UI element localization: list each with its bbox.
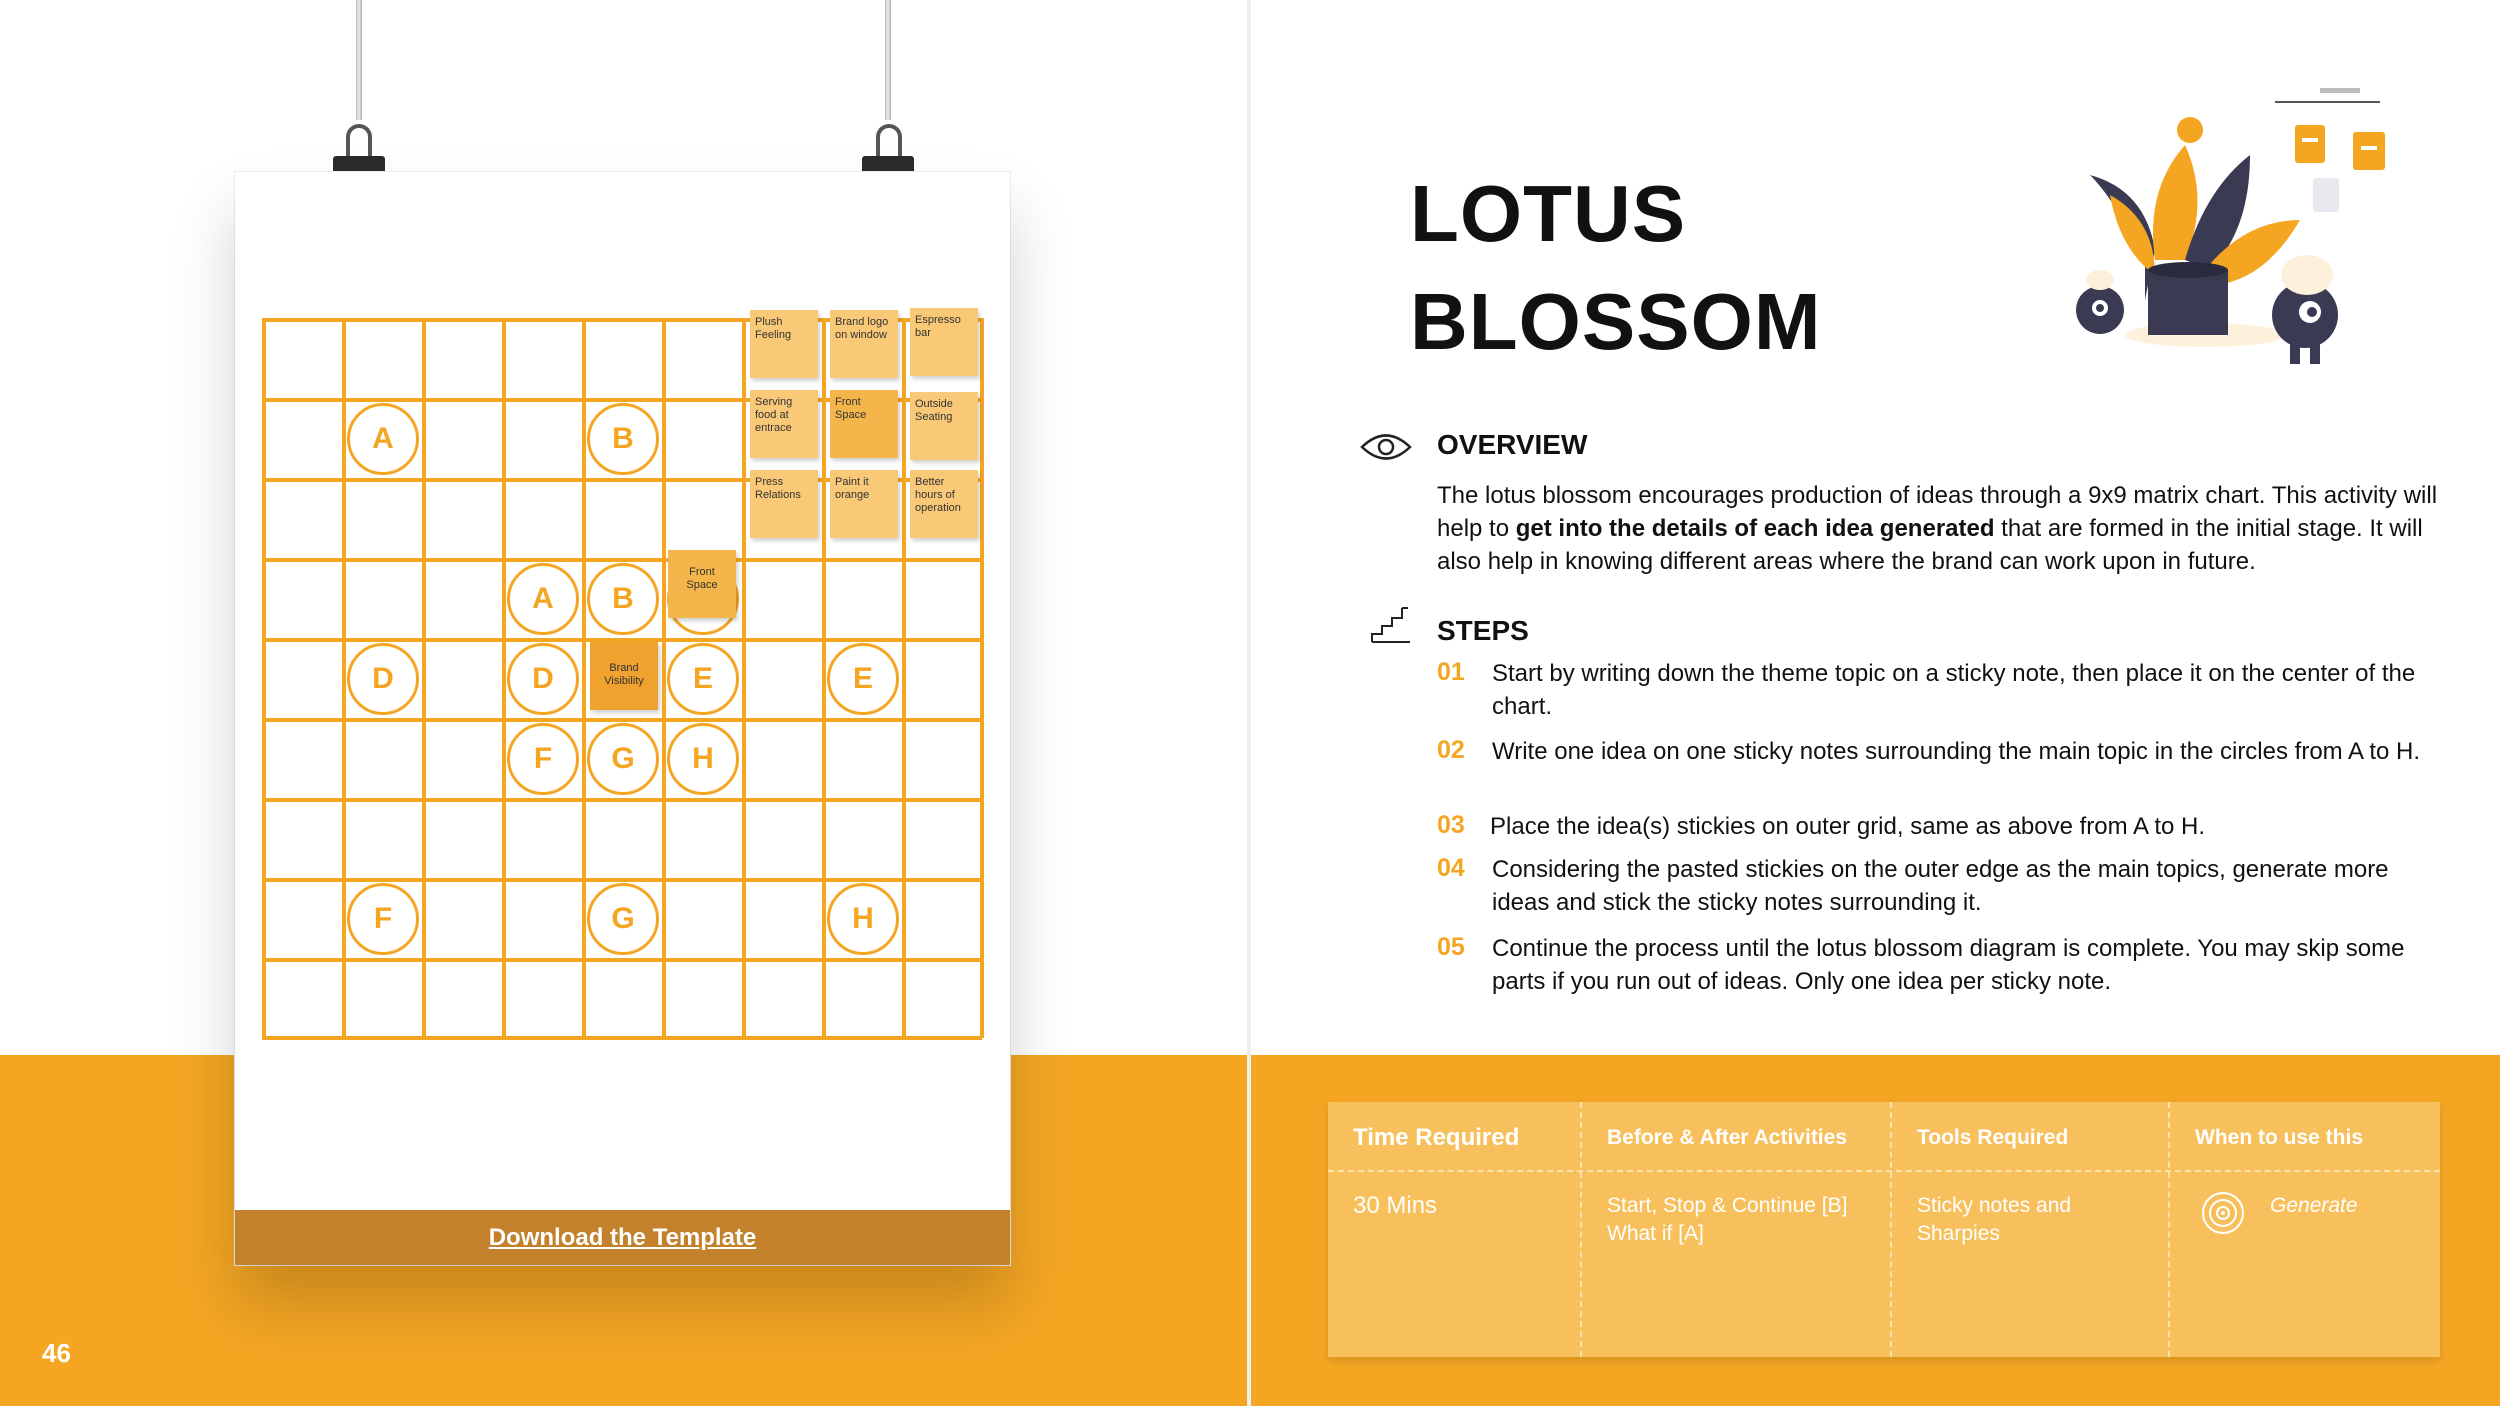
time-value: 30 Mins — [1353, 1192, 1438, 1219]
info-table — [1328, 1102, 2440, 1357]
inner-circle-f: F — [507, 723, 579, 795]
when-value: Generate — [2270, 1194, 2358, 1217]
table-header: Time Required — [1353, 1124, 1520, 1151]
title-line-1: LOTUS — [1410, 169, 1687, 258]
activities-value: Start, Stop & Continue [B] What if [A] — [1607, 1194, 1848, 1245]
step-text: Write one idea on one sticky notes surrounding the main topic in the circles from A to H. — [1492, 738, 2421, 765]
outer-sticky: Espresso bar — [910, 308, 978, 376]
outer-sticky: Front Space — [830, 390, 898, 458]
overview-heading: OVERVIEW — [1437, 429, 1588, 460]
page-title — [1410, 160, 1821, 376]
stairs-icon — [1370, 604, 1414, 644]
download-bar — [235, 1210, 1010, 1265]
step-text: Considering the pasted stickies on the outer edge as the main topics, generate more ideas and stick the sticky notes surrounding it. — [1492, 856, 2389, 916]
inner-circle-h: H — [667, 723, 739, 795]
inner-circle-b: B — [587, 563, 659, 635]
inner-circle-a: A — [507, 563, 579, 635]
inner-circle-g: G — [587, 723, 659, 795]
steps-heading: STEPS — [1437, 615, 1529, 646]
step-text: Place the idea(s) stickies on outer grid, same as above from A to H. — [1490, 813, 2206, 840]
outer-circle-h: H — [827, 883, 899, 955]
overview-paragraph: The lotus blossom encourages production of ideas through a 9x9 matrix chart. This activity will help to get into the details of each idea generated that are formed in the initial stage. It will also help in knowing different areas where the brand can work upon in future. — [1437, 482, 2438, 575]
step-number: 03 — [1437, 811, 1465, 839]
title-line-2: BLOSSOM — [1410, 277, 1822, 366]
outer-sticky: Brand logo on window — [830, 310, 898, 378]
outer-sticky: Serving food at entrace — [750, 390, 818, 458]
outer-circle-b: B — [587, 403, 659, 475]
outer-sticky: Better hours of operation — [910, 470, 978, 538]
step-text: Start by writing down the theme topic on a sticky note, then place it on the center of the chart. — [1492, 660, 2416, 720]
step-text: Continue the process until the lotus blossom diagram is complete. You may skip some parts if you run out of ideas. Only one idea per sticky note. — [1492, 935, 2405, 995]
front-space-sticky: Front Space — [668, 550, 736, 618]
table-col-tools — [1892, 1102, 2170, 1357]
outer-sticky: Plush Feeling — [750, 310, 818, 378]
hanging-string-right — [885, 0, 891, 120]
center-sticky: Brand Visibility — [590, 642, 658, 710]
outer-circle-a: A — [347, 403, 419, 475]
outer-circle-f: F — [347, 883, 419, 955]
outer-sticky: Paint it orange — [830, 470, 898, 538]
outer-circle-e: E — [827, 643, 899, 715]
table-col-activities — [1582, 1102, 1892, 1357]
outer-sticky: Press Relations — [750, 470, 818, 538]
step-number: 05 — [1437, 933, 1465, 961]
table-header: Before & After Activities — [1607, 1126, 1848, 1149]
table-col-time — [1328, 1102, 1582, 1357]
table-header: Tools Required — [1917, 1126, 2069, 1149]
step-number: 02 — [1437, 736, 1465, 764]
inner-circle-e: E — [667, 643, 739, 715]
page-spine — [1247, 0, 1251, 1406]
download-template-link[interactable]: Download the Template — [488, 1223, 757, 1251]
table-col-when — [2170, 1102, 2440, 1357]
lotus-illustration — [2035, 80, 2415, 390]
page-number: 46 — [42, 1338, 71, 1368]
inner-circle-d: D — [507, 643, 579, 715]
outer-sticky: Outside Seating — [910, 392, 978, 460]
hanging-string-left — [356, 0, 362, 120]
step-number: 04 — [1437, 854, 1465, 882]
step-number: 01 — [1437, 658, 1465, 686]
tools-value: Sticky notes and Sharpies — [1917, 1194, 2072, 1245]
eye-icon — [1360, 432, 1412, 462]
outer-circle-g: G — [587, 883, 659, 955]
generate-icon — [2200, 1190, 2246, 1236]
table-header: When to use this — [2195, 1126, 2363, 1149]
outer-circle-d: D — [347, 643, 419, 715]
